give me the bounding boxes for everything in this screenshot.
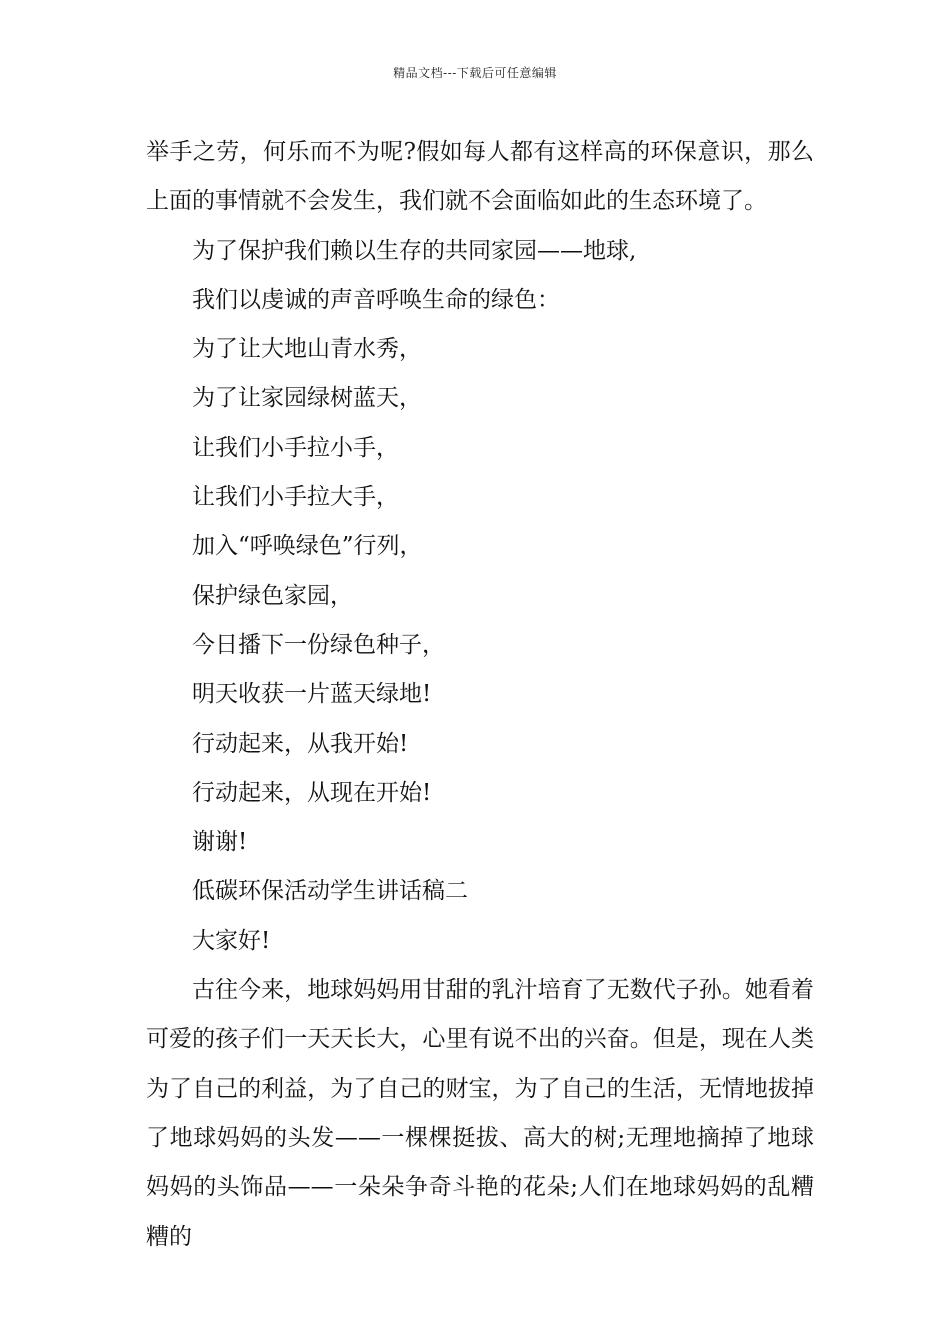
page-header: 精品文档---下载后可任意编辑 bbox=[393, 66, 557, 80]
paragraph-17: 古往今来，地球妈妈用甘甜的乳汁培育了无数代子孙。她看着可爱的孩子们一天天长大，心里有说不出的兴奋。但是，现在人类为了自己的利益，为了自己的财宝，为了自己的生活，无情地拔掉了地球妈妈的头发——一棵棵挺拔、高大的树;无理地摘掉了地球妈妈的头饰品——一朵朵争奇斗艳的花朵;人们在地球妈妈的乱糟糟的 bbox=[146, 977, 814, 1250]
section-title: 低碳环保活动学生讲话稿二 bbox=[192, 878, 468, 905]
paragraph-6: 让我们小手拉小手， bbox=[192, 434, 399, 461]
paragraph-5: 为了让家园绿树蓝天， bbox=[192, 385, 422, 412]
paragraph-2: 为了保护我们赖以生存的共同家园——地球, bbox=[192, 237, 637, 264]
paragraph-7: 让我们小手拉大手， bbox=[192, 484, 399, 511]
paragraph-13: 行动起来，从现在开始! bbox=[192, 779, 432, 806]
paragraph-3: 我们以虔诚的声音呼唤生命的绿色： bbox=[192, 286, 560, 313]
paragraph-11: 明天收获一片蓝天绿地! bbox=[192, 681, 432, 708]
paragraph-8: 加入“呼唤绿色”行列， bbox=[192, 533, 423, 560]
paragraph-10: 今日播下一份绿色种子， bbox=[192, 631, 445, 658]
paragraph-1: 举手之劳，何乐而不为呢?假如每人都有这样高的环保意识，那么上面的事情就不会发生，我们就不会面临如此的生态环境了。 bbox=[146, 139, 814, 215]
paragraph-4: 为了让大地山青水秀， bbox=[192, 336, 422, 363]
paragraph-9: 保护绿色家园， bbox=[192, 582, 353, 609]
paragraph-greeting: 大家好! bbox=[192, 927, 271, 954]
document-body bbox=[146, 128, 814, 1262]
paragraph-14: 谢谢! bbox=[192, 829, 248, 856]
paragraph-12: 行动起来，从我开始! bbox=[192, 730, 409, 757]
